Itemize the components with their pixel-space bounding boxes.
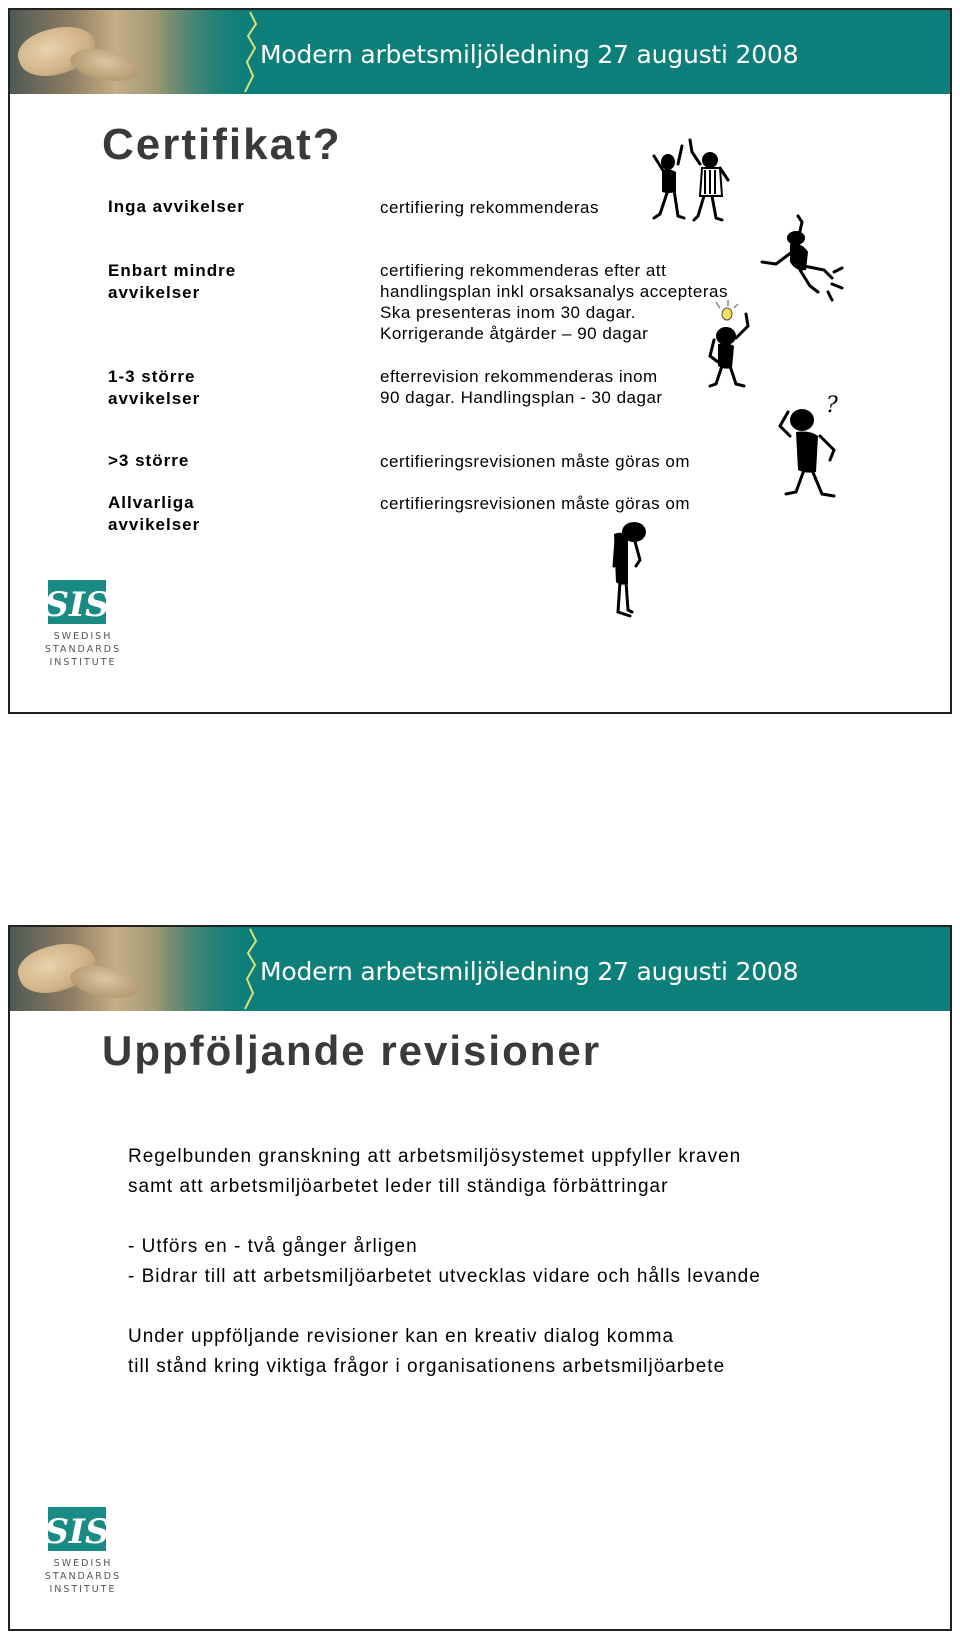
banner-title: Modern arbetsmiljöledning 27 augusti 2008 (260, 40, 799, 69)
sis-logo (38, 580, 128, 680)
slide-title: Uppföljande revisioner (102, 1027, 602, 1074)
slide-banner (10, 10, 950, 94)
jumping-figure-icon (758, 212, 848, 304)
confused-figure-icon (772, 390, 862, 506)
sis-logo-text: SWEDISH STANDARDS INSTITUTE (44, 1558, 122, 1595)
svg-text:SIS: SIS (44, 1512, 110, 1552)
slide-title: Certifikat? (102, 120, 342, 169)
svg-text:SIS: SIS (44, 585, 110, 625)
idea-figure-icon (706, 300, 766, 392)
row-desc-inga: certifiering rekommenderas (380, 198, 599, 217)
slide-uppfoljande-revisioner (8, 925, 952, 1631)
row-label-inga: Inga avvikelser (108, 197, 245, 216)
sis-logo-mark (44, 1507, 110, 1552)
sis-logo-text: SWEDISH STANDARDS INSTITUTE (44, 631, 122, 668)
row-desc-1-3-storre: efterrevision rekommenderas inom 90 dagar. Handlingsplan - 30 dagar (380, 367, 663, 407)
row-label-mindre: Enbart mindre avvikelser (108, 261, 237, 302)
paragraph-dialog: Under uppföljande revisioner kan en kreativ dialog komma till stånd kring viktiga frågor i organisationens arbetsmiljöarbete (128, 1326, 726, 1377)
banner-photo (10, 10, 245, 94)
row-desc-over-3-storre: certifieringsrevisionen måste göras om (380, 452, 691, 471)
row-desc-allvarliga: certifieringsrevisionen måste göras om (380, 494, 691, 513)
paragraph-regelbunden: Regelbunden granskning att arbetsmiljösystemet uppfyller kraven samt att arbetsmiljöarbetet leder till ständiga förbättringar (128, 1146, 742, 1197)
sad-figure-icon (606, 520, 666, 620)
row-label-over-3-storre: >3 större (108, 451, 190, 470)
row-desc-mindre: certifiering rekommenderas efter att handlingsplan inkl orsaksanalys accepteras Ska presenteras inom 30 dagar. Korrigerande åtgärder – 90 dagar (380, 261, 728, 343)
slide-banner (10, 927, 950, 1011)
paragraph-bullets: - Utförs en - två gånger årligen - Bidrar till att arbetsmiljöarbetet utvecklas vidare och hålls levande (128, 1236, 761, 1287)
sis-logo (38, 1507, 128, 1607)
celebrating-figures-icon (650, 134, 740, 230)
row-label-1-3-storre: 1-3 större avvikelser (108, 367, 201, 408)
sis-logo-mark (44, 580, 110, 625)
slide-certifikat (8, 8, 952, 714)
row-label-allvarliga: Allvarliga avvikelser (108, 493, 201, 534)
banner-title: Modern arbetsmiljöledning 27 augusti 2008 (260, 957, 799, 986)
banner-photo (10, 927, 245, 1011)
svg-text:?: ? (826, 393, 838, 418)
